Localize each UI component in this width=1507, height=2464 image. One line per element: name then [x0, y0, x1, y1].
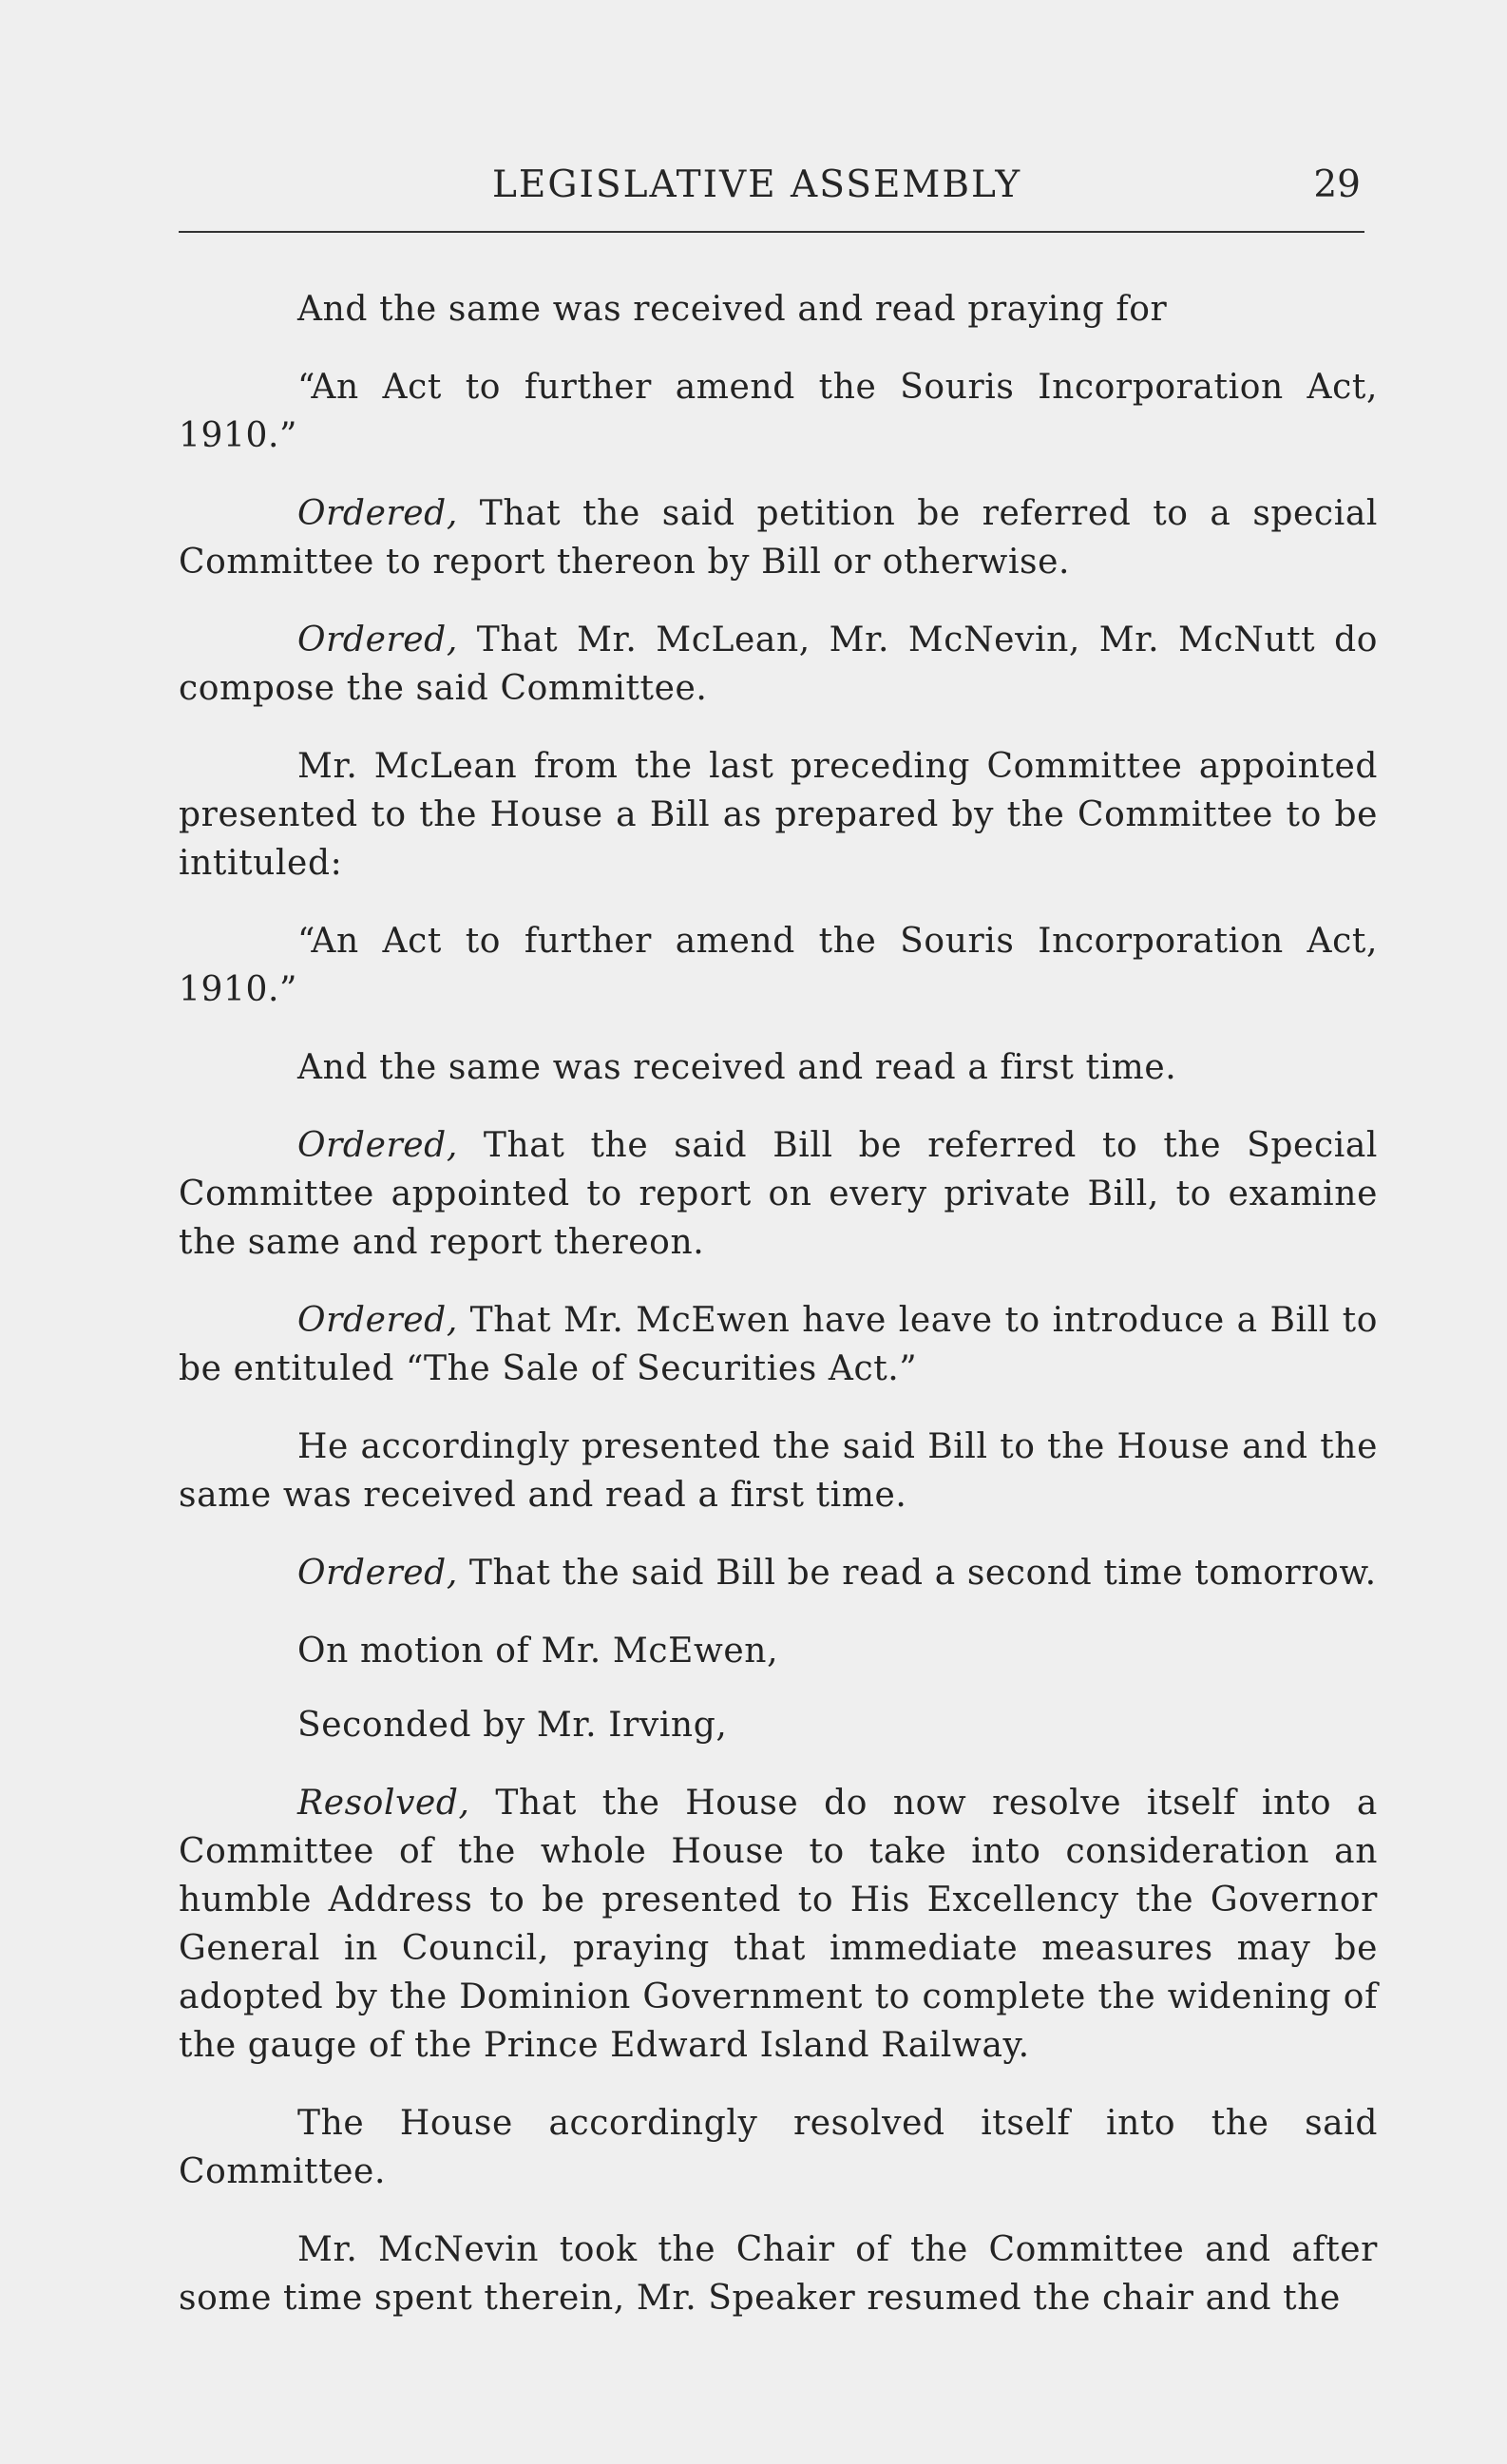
paragraph: Seconded by Mr. Irving,	[297, 1706, 728, 1745]
paragraph: He accordingly presented the said Bill to the House and the same was received and read a first time.	[179, 1427, 1378, 1515]
page-header	[179, 160, 1364, 226]
paragraph: Ordered, That the said Bill be referred to the Special Committee appointed to report on every private Bill, to examine the same and report thereon.	[179, 1126, 1378, 1262]
paragraph: Mr. McLean from the last preceding Committee appointed presented to the House a Bill as prepared by the Committee to be intituled:	[179, 747, 1378, 883]
paragraph: “An Act to further amend the Souris Incorporation Act, 1910.”	[179, 368, 1378, 455]
paragraph: Ordered, That the said petition be referred to a special Committee to report thereon by Bill or otherwise.	[179, 494, 1378, 582]
running-title: LEGISLATIVE ASSEMBLY	[492, 163, 1022, 206]
paragraph: Ordered, That Mr. McEwen have leave to introduce a Bill to be entituled “The Sale of Securities Act.”	[179, 1301, 1378, 1388]
paragraph: And the same was received and read praying for	[297, 290, 1168, 329]
paragraph: Mr. McNevin took the Chair of the Committee and after some time spent therein, Mr. Speaker resumed the chair and the	[179, 2230, 1378, 2318]
page-number: 29	[1313, 163, 1361, 206]
paragraph: Ordered, That the said Bill be read a second time tomorrow.	[297, 1554, 1377, 1593]
paragraph: Resolved, That the House do now resolve itself into a Committee of the whole House to take into consideration an humble Address to be presented to His Excellency the Governor General in Council, praying that immediate measures may be adopted by the Dominion Government to complete the widening of the gauge of the Prince Edward Island Railway.	[179, 1784, 1378, 2065]
paragraph: On motion of Mr. McEwen,	[297, 1632, 779, 1671]
paragraph: Ordered, That Mr. McLean, Mr. McNevin, Mr. McNutt do compose the said Committee.	[179, 621, 1378, 708]
paragraph: And the same was received and read a first time.	[297, 1048, 1177, 1087]
header-rule	[179, 231, 1364, 233]
paragraph: The House accordingly resolved itself into the said Committee.	[179, 2104, 1378, 2191]
paragraph: “An Act to further amend the Souris Incorporation Act, 1910.”	[179, 922, 1378, 1009]
document-body	[179, 285, 1378, 2352]
